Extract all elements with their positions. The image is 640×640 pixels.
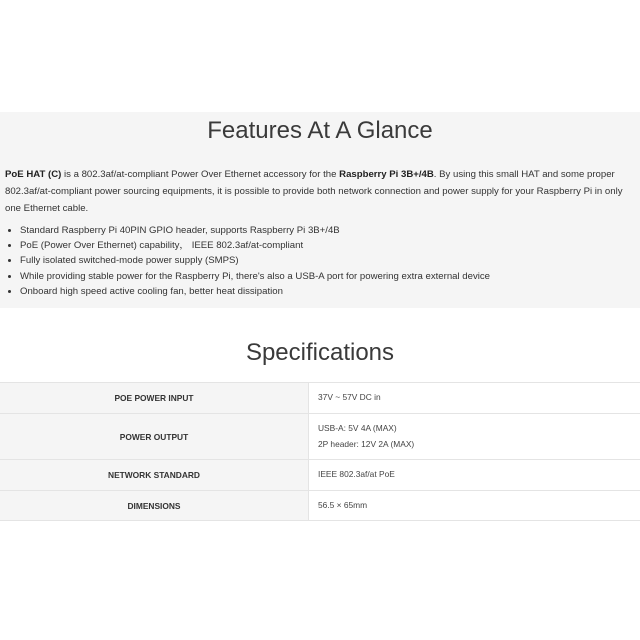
feature-list — [8, 223, 640, 299]
spec-label: POE POWER INPUT — [0, 383, 309, 414]
feature-item: • While providing stable power for the Raspberry Pi, there's also a USB-A port for powering extra external device — [20, 269, 640, 284]
board-name: Raspberry Pi 3B+/4B — [339, 169, 434, 180]
features-section — [0, 112, 640, 308]
feature-item: • Fully isolated switched-mode power supply (SMPS) — [20, 253, 640, 268]
intro-text-1: is a 802.3af/at-compliant Power Over Ethernet accessory for the — [61, 169, 340, 180]
intro-text-2: . By using this small HAT and some proper 802.3af/at-compliant power sourcing equipments, it is possible to provide both network connection and power supply for your Raspberry Pi in only one Ethernet cable. — [5, 169, 623, 214]
spec-value — [309, 491, 640, 521]
features-title: Features At A Glance — [207, 117, 433, 144]
spec-value-line: IEEE 802.3af/at PoE — [318, 469, 395, 480]
features-intro — [5, 166, 635, 217]
spec-value-line: 2P header: 12V 2A (MAX) — [318, 438, 415, 449]
spec-label: POWER OUTPUT — [0, 414, 309, 460]
feature-item: • PoE (Power Over Ethernet) capability， IEEE 802.3af/at-compliant — [20, 238, 640, 253]
table-row — [0, 460, 640, 491]
feature-item: • Standard Raspberry Pi 40PIN GPIO header, supports Raspberry Pi 3B+/4B — [20, 223, 640, 238]
spec-value — [309, 460, 640, 491]
spec-value-line: USB-A: 5V 4A (MAX) — [318, 423, 397, 433]
product-name: PoE HAT (C) — [5, 169, 62, 180]
table-row — [0, 491, 640, 521]
table-row — [0, 414, 640, 460]
table-row — [0, 383, 640, 414]
spec-label: NETWORK STANDARD — [0, 460, 309, 491]
spec-value — [309, 383, 640, 414]
spec-value — [309, 414, 640, 460]
feature-item: • Onboard high speed active cooling fan, better heat dissipation — [20, 284, 640, 299]
spec-value-line: 37V ~ 57V DC in — [318, 392, 381, 403]
specifications-title: Specifications — [245, 339, 395, 366]
specifications-table — [0, 382, 640, 521]
spec-label: DIMENSIONS — [0, 491, 309, 521]
spec-value-line: 56.5 × 65mm — [318, 499, 368, 510]
